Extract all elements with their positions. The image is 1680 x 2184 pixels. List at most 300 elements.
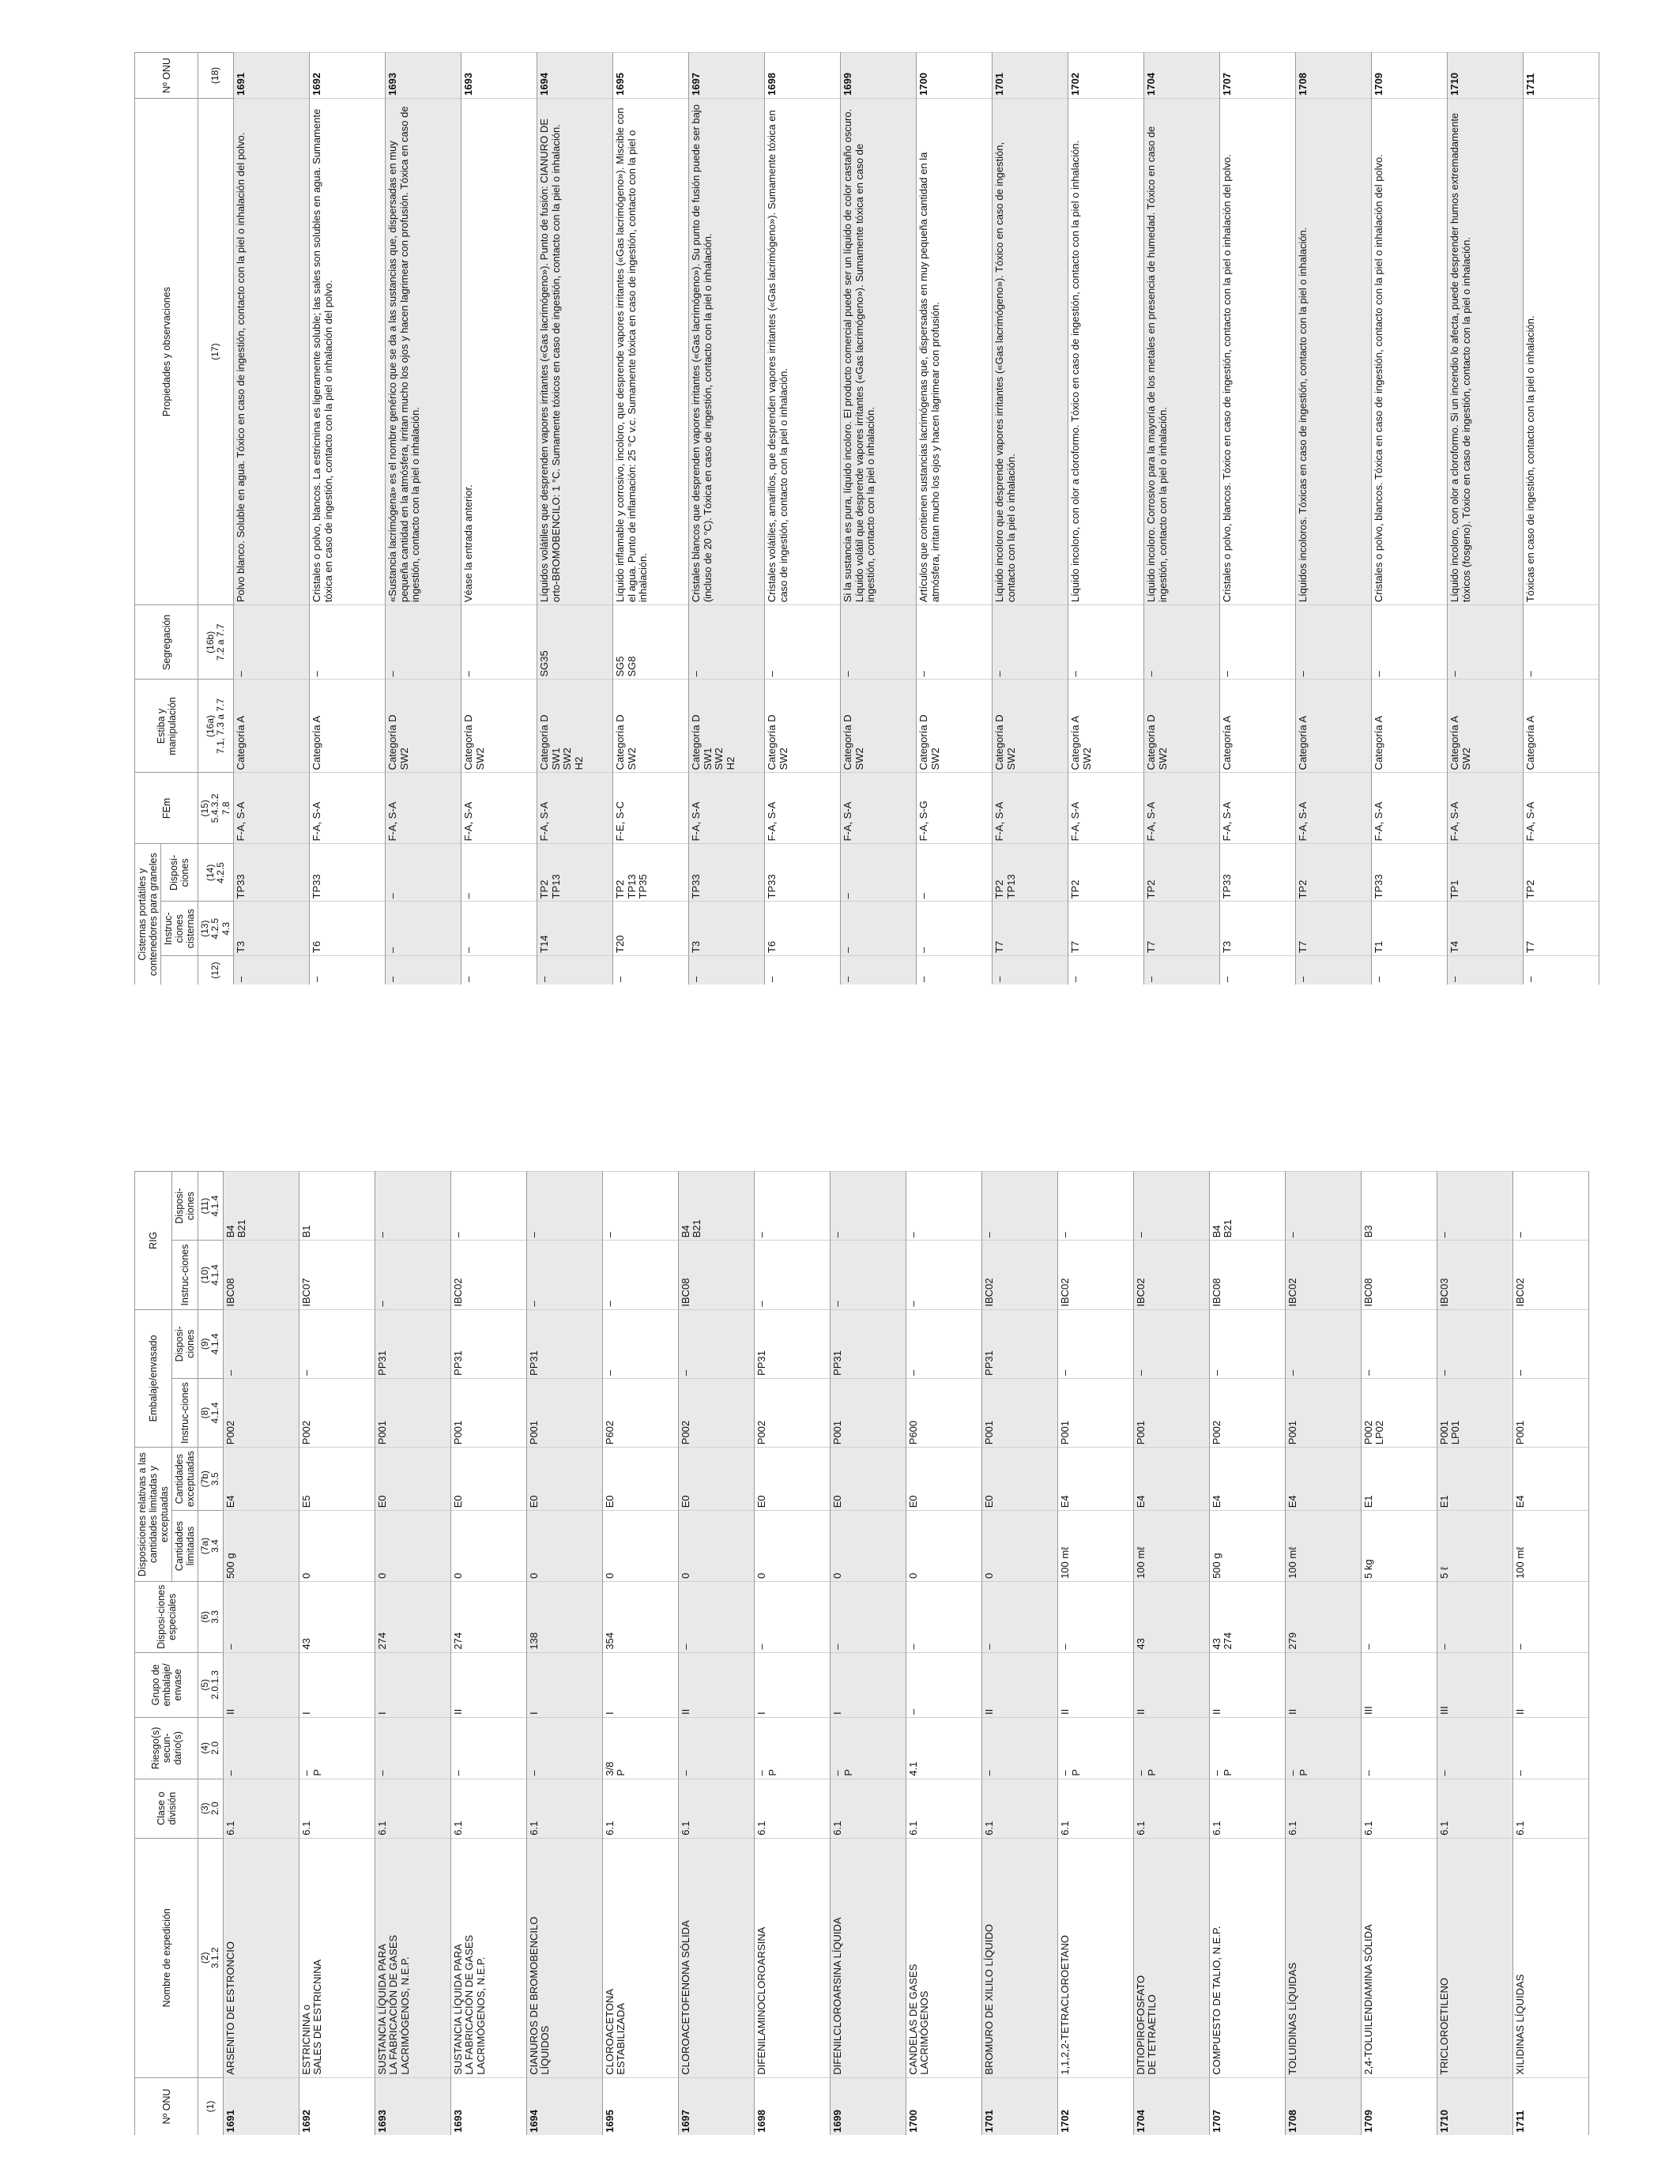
subsidiary-cell: – [1361,1718,1437,1779]
col-number-3: (4) 2.0 [198,1718,224,1779]
c12-cell: – [1448,956,1524,985]
lq-cell: 5 ℓ [1437,1511,1512,1582]
subsidiary-cell: – [223,1718,299,1779]
un-cell: 1702 [1057,2077,1133,2135]
pg-cell: I [375,1652,450,1717]
ibc-prov-cell: – [526,1172,602,1241]
name-cell: DIFENILCLOROARSINA LÍQUIDA [830,1838,906,2077]
un-cell: 1691 [234,53,310,99]
lq-cell: 100 mℓ [1057,1511,1133,1582]
sp-cell: 274 [450,1581,526,1652]
un-cell: 1710 [1437,2077,1512,2135]
un-cell: 1699 [841,53,917,99]
hdr-lq-eq: Disposiciones relativas a las cantidades limitadas y exceptuadas [135,1448,172,1582]
ibc-instr-cell: IBC08 [1209,1241,1285,1309]
hdr-props: Propiedades y observaciones [135,98,198,604]
un-cell: 1711 [1512,2077,1588,2135]
col-number-7: (7b) 3.5 [198,1448,224,1511]
eq-cell: E4 [1209,1448,1285,1511]
tank-instr-cell: T7 [1068,902,1144,956]
seg-cell: – [1448,605,1524,680]
ems-cell: F-A, S-A [1144,773,1220,844]
tank-prov-cell: TP33 [310,844,386,902]
ibc-prov-cell: – [981,1172,1057,1241]
packing-instr-cell: P602 [602,1378,678,1447]
table-row [830,1172,906,2136]
seg-cell: – [1220,605,1296,680]
ems-cell: F-A, S-A [386,773,461,844]
ems-cell: F-A, S-A [1296,773,1372,844]
c12-cell: – [1372,956,1448,985]
ibc-instr-cell: – [526,1241,602,1309]
hdr-pg: Grupo de embalaje/ envase [135,1652,198,1717]
col-number-0: (12) [198,956,234,985]
ibc-prov-cell: B4 B21 [223,1172,299,1241]
un-cell: 1698 [765,53,841,99]
stow-cell: Categoría A [1372,680,1448,773]
table-row [223,1172,299,2136]
props-cell: Cristales o polvo, blancos. Tóxico en caso de ingestión, contacto con la piel o inhalación del polvo. [1220,98,1296,604]
lq-cell: 5 kg [1361,1511,1437,1582]
stow-cell: Categoría D SW2 [613,680,689,773]
hdr-ibc: RIG [135,1172,172,1310]
c12-cell: – [993,956,1068,985]
tank-instr-cell: T7 [1296,902,1372,956]
class-cell: 6.1 [526,1779,602,1838]
c12-cell: – [386,956,461,985]
name-cell: CLOROACETONA ESTABILIZADA [602,1838,678,2077]
left-dg-table [134,1171,1589,2135]
lq-cell: 0 [830,1511,906,1582]
name-cell: CANDELAS DE GASES LACRIMÓGENOS [906,1838,981,2077]
un-cell: 1700 [906,2077,981,2135]
tank-instr-cell: T3 [689,902,765,956]
hdr-un: Nº ONU [135,2077,198,2135]
ibc-prov-cell: – [1285,1172,1361,1241]
subsidiary-cell: – P [299,1718,375,1779]
subsidiary-cell: 3/8 P [602,1718,678,1779]
lq-cell: 100 mℓ [1512,1511,1588,1582]
un-cell: 1704 [1133,2077,1209,2135]
lq-cell: 0 [299,1511,375,1582]
subsidiary-cell: – [1437,1718,1512,1779]
stow-cell: Categoría A [1296,680,1372,773]
ems-cell: F-A, S-A [1448,773,1524,844]
seg-cell: – [1372,605,1448,680]
stow-cell: Categoría D SW2 [461,680,537,773]
name-cell: SUSTANCIA LÍQUIDA PARA LA FABRICACIÓN DE GASES LACRIMÓGENOS, N.E.P. [450,1838,526,2077]
ibc-prov-cell: – [602,1172,678,1241]
hdr-ems: FEm [135,773,198,844]
ems-cell: F-A, S-A [765,773,841,844]
props-cell: Líquidos incoloros. Tóxicas en caso de ingestión, contacto con la piel o inhalación. [1296,98,1372,604]
subsidiary-cell: – P [754,1718,830,1779]
eq-cell: E1 [1437,1448,1512,1511]
col-number-5: (6) 3.3 [198,1581,224,1652]
sp-cell: – [678,1581,754,1652]
props-cell: Artículos que contienen sustancias lacrimógenas que, dispersadas en muy pequeña cantidad en la atmósfera, irritan mucho los ojos y hacen lagrimear con profusión. [917,98,993,604]
pg-cell: II [981,1652,1057,1717]
hdr-sp: Disposi-ciones especiales [135,1581,198,1652]
un-cell: 1695 [613,53,689,99]
ems-cell: F-A, S-A [461,773,537,844]
col-number-11: (11) 4.1.4 [198,1172,224,1241]
class-cell: 6.1 [1285,1779,1361,1838]
c12-cell: – [537,956,613,985]
eq-cell: E0 [450,1448,526,1511]
table-row [1133,1172,1209,2136]
ems-cell: F-E, S-C [613,773,689,844]
c12-cell: – [841,956,917,985]
name-cell: DIFENILAMINOCLOROARSINA [754,1838,830,2077]
col-number-7: (18) [198,53,234,99]
tank-prov-cell: TP2 TP13 [993,844,1068,902]
eq-cell: E4 [1512,1448,1588,1511]
seg-cell: – [841,605,917,680]
tank-instr-cell: T20 [613,902,689,956]
pg-cell: II [1512,1652,1588,1717]
pg-cell: III [1437,1652,1512,1717]
lq-cell: 0 [981,1511,1057,1582]
ems-cell: F-A, S-A [1524,773,1599,844]
un-cell: 1694 [537,53,613,99]
col-number-6: (17) [198,98,234,604]
pg-cell: I [754,1652,830,1717]
sp-cell: 354 [602,1581,678,1652]
pg-cell: II [1209,1652,1285,1717]
packing-instr-cell: P002 [678,1378,754,1447]
pg-cell: II [450,1652,526,1717]
un-cell: 1693 [450,2077,526,2135]
stow-cell: Categoría D SW1 SW2 H2 [689,680,765,773]
eq-cell: E5 [299,1448,375,1511]
un-cell: 1695 [602,2077,678,2135]
pg-cell: II [1133,1652,1209,1717]
col-number-1: (2) 3.1.2 [198,1838,224,2077]
c12-cell: – [310,956,386,985]
ems-cell: F-A, S-A [841,773,917,844]
c12-cell: – [1068,956,1144,985]
ibc-prov-cell: – [1133,1172,1209,1241]
ems-cell: F-A, S-A [1372,773,1448,844]
pg-cell: II [1285,1652,1361,1717]
ibc-prov-cell: – [1057,1172,1133,1241]
name-cell: CLOROACETOFENONA SÓLIDA [678,1838,754,2077]
stow-cell: Categoría D SW2 [765,680,841,773]
seg-cell: – [993,605,1068,680]
eq-cell: E4 [223,1448,299,1511]
hdr-lq: Cantidades limitadas [172,1511,198,1582]
c12-cell: – [613,956,689,985]
c12-cell: – [765,956,841,985]
un-cell: 1709 [1361,2077,1437,2135]
tank-prov-cell: – [917,844,993,902]
hdr-ibc-instr: Instruc-ciones [172,1241,198,1309]
seg-cell: – [917,605,993,680]
table-row [375,1172,450,2136]
lq-cell: 100 mℓ [1133,1511,1209,1582]
tank-prov-cell: TP2 [1144,844,1220,902]
sp-cell: 43 [1133,1581,1209,1652]
seg-cell: – [386,605,461,680]
hdr-eq: Cantidades exceptuadas [172,1448,198,1511]
packing-instr-cell: P002 [1209,1378,1285,1447]
packing-prov-cell: PP31 [526,1309,602,1378]
seg-cell: – [310,605,386,680]
stow-cell: Categoría A SW2 [1448,680,1524,773]
ibc-instr-cell: IBC08 [678,1241,754,1309]
name-cell: XILIDINAS LÍQUIDAS [1512,1838,1588,2077]
subsidiary-cell: – P [1209,1718,1285,1779]
tank-instr-cell: T4 [1448,902,1524,956]
tank-instr-cell: – [917,902,993,956]
packing-prov-cell: – [1512,1309,1588,1378]
hdr-packing: Embalaje/envasado [135,1309,172,1448]
table-row [234,53,310,985]
stow-cell: Categoría D SW1 SW2 H2 [537,680,613,773]
sp-cell: – [223,1581,299,1652]
props-cell: Si la sustancia es pura, líquido incoloro. El producto comercial puede ser un líquido de color castaño oscuro. Líquido volátil que desprende vapores irritantes («Gas lacrimógeno»). Sumamente tóxica en caso de ingestión, contacto con la piel o inhalación. [841,98,917,604]
ibc-prov-cell: B4 B21 [678,1172,754,1241]
eq-cell: E0 [375,1448,450,1511]
subsidiary-cell: – [678,1718,754,1779]
props-cell: Cristales o polvo, blancos. Tóxica en caso de ingestión, contacto con la piel o inhalación del polvo. [1372,98,1448,604]
tank-instr-cell: T14 [537,902,613,956]
stow-cell: Categoría A [1524,680,1599,773]
packing-instr-cell: P001 LP01 [1437,1378,1512,1447]
pg-cell: I [526,1652,602,1717]
hdr-stow: Estiba y manipulación [135,680,198,773]
subsidiary-cell: 4.1 [906,1718,981,1779]
col-number-10: (10) 4.1.4 [198,1241,224,1309]
col-number-4: (16a) 7.1, 7.3 a 7.7 [198,680,234,773]
table-row [917,53,993,985]
table-row [1144,53,1220,985]
un-cell: 1692 [299,2077,375,2135]
name-cell: BROMURO DE XILILO LÍQUIDO [981,1838,1057,2077]
name-cell: SUSTANCIA LÍQUIDA PARA LA FABRICACIÓN DE GASES LACRIMÓGENOS, N.E.P. [375,1838,450,2077]
table-row [1057,1172,1133,2136]
pg-cell: I [299,1652,375,1717]
table-row [1437,1172,1512,2136]
lq-cell: 0 [754,1511,830,1582]
class-cell: 6.1 [299,1779,375,1838]
hdr-seg: Segregación [135,605,198,680]
props-cell: Líquido incoloro que desprende vapores irritantes («Gas lacrimógeno»). Tóxico en caso de ingestión, contacto con la piel o inhalación. [993,98,1068,604]
ibc-instr-cell: IBC02 [1512,1241,1588,1309]
packing-prov-cell: – [678,1309,754,1378]
c12-cell: – [689,956,765,985]
tank-instr-cell: T7 [1144,902,1220,956]
packing-instr-cell: P001 [1057,1378,1133,1447]
c12-cell: – [234,956,310,985]
un-cell: 1694 [526,2077,602,2135]
ibc-instr-cell: IBC08 [223,1241,299,1309]
un-cell: 1707 [1209,2077,1285,2135]
ibc-instr-cell: IBC02 [1057,1241,1133,1309]
ibc-prov-cell: – [754,1172,830,1241]
sp-cell: – [830,1581,906,1652]
col-number-4: (5) 2.0.1.3 [198,1652,224,1717]
col-number-0: (1) [198,2077,224,2135]
seg-cell: – [461,605,537,680]
col-number-2: (3) 2.0 [198,1779,224,1838]
name-cell: DITIOPIROFOSFATO DE TETRAETILO [1133,1838,1209,2077]
un-cell: 1692 [310,53,386,99]
un-cell: 1693 [461,53,537,99]
tank-prov-cell: – [841,844,917,902]
tank-prov-cell: TP33 [1372,844,1448,902]
hdr-packing-instr: Instruc-ciones [172,1378,198,1447]
table-row [765,53,841,985]
class-cell: 6.1 [450,1779,526,1838]
lq-cell: 500 g [1209,1511,1285,1582]
hdr-class: Clase o división [135,1779,198,1838]
lq-cell: 500 g [223,1511,299,1582]
ibc-prov-cell: – [375,1172,450,1241]
un-cell: 1693 [386,53,461,99]
hdr-name: Nombre de expedición [135,1838,198,2077]
seg-cell: SG35 [537,605,613,680]
lq-cell: 0 [602,1511,678,1582]
packing-instr-cell: P001 [981,1378,1057,1447]
tank-instr-cell: T7 [1524,902,1599,956]
class-cell: 6.1 [1133,1779,1209,1838]
name-cell: ESTRICNINA o SALES DE ESTRICNINA [299,1838,375,2077]
sp-cell: – [1437,1581,1512,1652]
col-number-9: (9) 4.1.4 [198,1309,224,1378]
name-cell: ARSENITO DE ESTRONCIO [223,1838,299,2077]
eq-cell: E4 [1133,1448,1209,1511]
tank-prov-cell: TP33 [689,844,765,902]
table-row [1361,1172,1437,2136]
sp-cell: – [1057,1581,1133,1652]
col-number-2: (14) 4.2.5 [198,844,234,902]
lq-cell: 0 [906,1511,981,1582]
subsidiary-cell: – [981,1718,1057,1779]
table-row [602,1172,678,2136]
packing-instr-cell: P600 [906,1378,981,1447]
class-cell: 6.1 [906,1779,981,1838]
table-row [450,1172,526,2136]
eq-cell: E0 [678,1448,754,1511]
tank-prov-cell: TP2 TP13 [537,844,613,902]
eq-cell: E0 [906,1448,981,1511]
tank-prov-cell: – [386,844,461,902]
tank-instr-cell: T7 [993,902,1068,956]
un-cell: 1701 [981,2077,1057,2135]
packing-prov-cell: – [1133,1309,1209,1378]
sp-cell: 43 274 [1209,1581,1285,1652]
props-cell: Líquidos volátiles que desprenden vapores irritantes («Gas lacrimógeno»). Punto de fusión: CIANURO DE orto-BROMOBENCILO: 1 °C. Sumamente tóxicos en caso de ingestión, contacto con la piel o inhalación. [537,98,613,604]
seg-cell: – [1144,605,1220,680]
right-table-body [234,53,1599,985]
un-cell: 1710 [1448,53,1524,99]
stow-cell: Categoría D SW2 [841,680,917,773]
lq-cell: 0 [375,1511,450,1582]
un-cell: 1702 [1068,53,1144,99]
packing-prov-cell: PP31 [754,1309,830,1378]
packing-instr-cell: P001 [1133,1378,1209,1447]
stow-cell: Categoría A [234,680,310,773]
packing-instr-cell: P001 [526,1378,602,1447]
un-cell: 1708 [1296,53,1372,99]
seg-cell: – [765,605,841,680]
lq-cell: 100 mℓ [1285,1511,1361,1582]
ibc-instr-cell: – [830,1241,906,1309]
table-row [1209,1172,1285,2136]
ibc-instr-cell: IBC02 [1133,1241,1209,1309]
lq-cell: 0 [678,1511,754,1582]
name-cell: TOLUIDINAS LÍQUIDAS [1285,1838,1361,2077]
class-cell: 6.1 [1209,1779,1285,1838]
props-cell: Líquido incoloro, con olor a cloroformo. Si un incendio lo afecta, puede desprender humos extremadamente tóxicos (fosgeno). Tóxico en caso de ingestión, contacto con la piel o inhalación. [1448,98,1524,604]
packing-instr-cell: P001 [1285,1378,1361,1447]
lq-cell: 0 [450,1511,526,1582]
props-cell: «Sustancia lacrimógena» es el nombre genérico que se da a las sustancias que, dispersadas en muy pequeña cantidad en la atmósfera, irritan mucho los ojos y hacen lagrimear con profusión. Tóxica en caso de ingestión, contacto con la piel o inhalación. [386,98,461,604]
eq-cell: E4 [1057,1448,1133,1511]
class-cell: 6.1 [1512,1779,1588,1838]
right-dg-table [134,52,1599,985]
left-table-rotated [134,1171,1680,2135]
props-cell: Líquido incoloro. Corrosivo para la mayoría de los metales en presencia de humedad. Tóxico en caso de ingestión, contacto con la piel o inhalación. [1144,98,1220,604]
eq-cell: E4 [1285,1448,1361,1511]
tank-instr-cell: – [461,902,537,956]
ibc-instr-cell: – [754,1241,830,1309]
right-column-numbers [198,53,234,985]
class-cell: 6.1 [602,1779,678,1838]
table-row [689,53,765,985]
packing-prov-cell: – [1209,1309,1285,1378]
seg-cell: – [1296,605,1372,680]
props-cell: Líquido inflamable y corrosivo, incoloro, que desprende vapores irritantes («Gas lacrimógeno»). Miscible con el agua. Punto de inflamación: 25 °C v.c. Sumamente tóxica en caso de ingestión, contacto con la piel o inhalación. [613,98,689,604]
un-cell: 1691 [223,2077,299,2135]
packing-prov-cell: – [299,1309,375,1378]
un-cell: 1693 [375,2077,450,2135]
sp-cell: – [754,1581,830,1652]
ibc-instr-cell: IBC03 [1437,1241,1512,1309]
sp-cell: 43 [299,1581,375,1652]
packing-prov-cell: PP31 [450,1309,526,1378]
packing-prov-cell: – [1361,1309,1437,1378]
table-row [1524,53,1599,985]
class-cell: 6.1 [1437,1779,1512,1838]
tank-prov-cell: TP2 [1068,844,1144,902]
c12-cell: – [1144,956,1220,985]
table-row [1448,53,1524,985]
name-cell: TRICLOROETILENO [1437,1838,1512,2077]
left-table-body [223,1172,1588,2136]
table-row [310,53,386,985]
tank-instr-cell: T1 [1372,902,1448,956]
subsidiary-cell: – [375,1718,450,1779]
tank-instr-cell: T3 [1220,902,1296,956]
eq-cell: E0 [981,1448,1057,1511]
table-row [841,53,917,985]
packing-prov-cell: – [906,1309,981,1378]
packing-instr-cell: P001 [450,1378,526,1447]
ibc-prov-cell: – [1437,1172,1512,1241]
class-cell: 6.1 [981,1779,1057,1838]
sp-cell: 138 [526,1581,602,1652]
name-cell: 2,4-TOLUILENDIAMINA SÓLIDA [1361,1838,1437,2077]
un-cell: 1708 [1285,2077,1361,2135]
tank-prov-cell: TP2 TP13 TP35 [613,844,689,902]
seg-cell: – [1068,605,1144,680]
un-cell: 1697 [678,2077,754,2135]
ibc-instr-cell: IBC07 [299,1241,375,1309]
ems-cell: F-A, S-A [993,773,1068,844]
